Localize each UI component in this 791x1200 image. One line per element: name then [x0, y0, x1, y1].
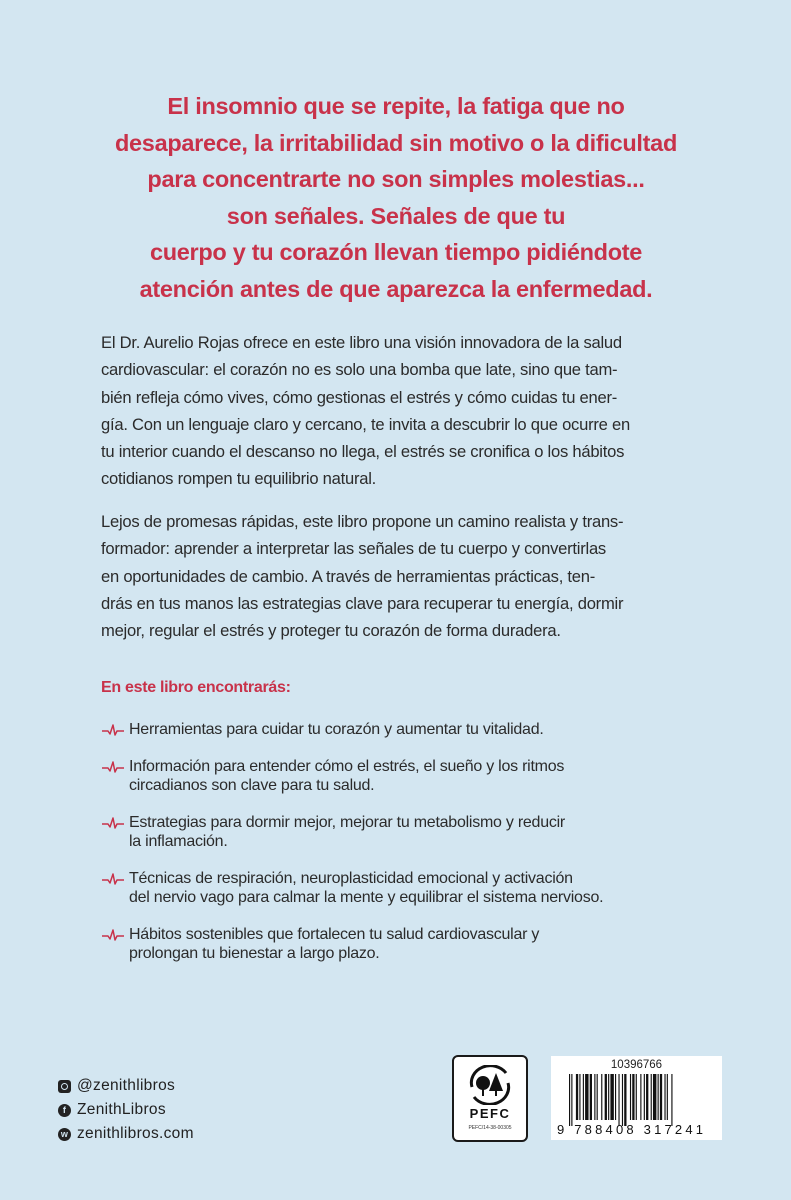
heartbeat-pulse-icon: [101, 928, 125, 942]
paragraph-line: Lejos de promesas rápidas, este libro propone un camino realista y trans-: [101, 512, 624, 531]
web-icon: w: [58, 1128, 71, 1141]
feature-item: [101, 720, 701, 740]
barcode-bar: [671, 1074, 672, 1126]
feature-item: [101, 813, 701, 852]
barcode-bar: [660, 1074, 662, 1120]
heartbeat-pulse-icon: [101, 760, 125, 774]
barcode-bar: [583, 1074, 584, 1120]
barcode-bar: [569, 1074, 570, 1126]
facebook-icon: f: [58, 1104, 71, 1117]
paragraph-line: El Dr. Aurelio Rojas ofrece en este libro una visión innovadora de la salud: [101, 333, 622, 352]
social-instagram[interactable]: [58, 1074, 194, 1098]
barcode-bar: [571, 1074, 572, 1126]
barcode-bar: [601, 1074, 602, 1120]
barcode-bar: [653, 1074, 656, 1120]
feature-text: Técnicas de respiración, neuroplasticidad emocional y activación: [129, 869, 573, 887]
paragraph-line: cotidianos rompen tu equilibrio natural.: [101, 469, 377, 489]
barcode-bar: [624, 1074, 626, 1126]
social-label[interactable]: @zenithlibros: [77, 1077, 176, 1094]
barcode-bar: [651, 1074, 652, 1120]
isbn-digits: 9 788408 317241: [557, 1122, 707, 1137]
barcode-bar: [646, 1074, 648, 1120]
lead-line: El insomnio que se repite, la fatiga que no: [167, 93, 625, 119]
lead-line: desaparece, la irritabilidad sin motivo o la dificultad: [114, 129, 678, 156]
barcode-bar: [618, 1074, 619, 1126]
barcode-bar: [630, 1074, 631, 1120]
barcode-bar: [615, 1074, 616, 1120]
barcode-bar: [590, 1074, 592, 1120]
barcode-bar: [597, 1074, 598, 1120]
feature-text: prolongan tu bienestar a largo plazo.: [129, 945, 380, 962]
pefc-trees-icon: [466, 1065, 514, 1105]
social-label[interactable]: ZenithLibros: [77, 1101, 166, 1118]
feature-text: del nervio vago para calmar la mente y equilibrar el sistema nervioso.: [129, 889, 604, 906]
barcode-bar: [622, 1074, 623, 1126]
barcode-bar: [658, 1074, 659, 1120]
paragraph-line: cardiovascular: el corazón no es solo una bomba que late, sino que tam-: [101, 360, 618, 380]
feature-item: [101, 925, 701, 964]
feature-text: circadianos son clave para tu salud.: [129, 777, 375, 794]
paragraph-line: gía. Con un lenguaje claro y cercano, te invita a descubrir lo que ocurre en: [101, 414, 630, 434]
pefc-certification-logo: [452, 1055, 528, 1142]
paragraph-line: tu interior cuando el descanso no llega, el estrés se cronifica o los hábitos: [101, 442, 625, 462]
barcode-bar: [644, 1074, 645, 1120]
paragraph-line: en oportunidades de cambio. A través de herramientas prácticas, ten-: [101, 566, 596, 586]
internal-code: 10396766: [610, 1059, 663, 1071]
paragraph-line: formador: aprender a interpretar las señales de tu cuerpo y convertirlas: [101, 539, 606, 559]
paragraph-line: bién refleja cómo vives, cómo gestionas el estrés y cómo cuidas tu ener-: [101, 387, 618, 407]
social-website[interactable]: [58, 1122, 194, 1146]
lead-line: atención antes de que aparezca la enfermedad.: [139, 275, 653, 302]
barcode-bar: [579, 1074, 580, 1120]
feature-text: Hábitos sostenibles que fortalecen tu salud cardiovascular y: [129, 925, 540, 943]
social-label[interactable]: zenithlibros.com: [77, 1125, 194, 1142]
lead-line: cuerpo y tu corazón llevan tiempo pidiéndote: [149, 239, 643, 265]
pefc-code: PEFC/14-38-00305: [468, 1125, 512, 1131]
barcode-bar: [610, 1074, 613, 1120]
description-paragraph-2: [101, 508, 691, 644]
barcode-bar: [605, 1074, 607, 1120]
barcode: [551, 1056, 722, 1140]
lead-quote: [100, 88, 692, 307]
barcode-bar: [667, 1074, 668, 1120]
paragraph-line: mejor, regular el estrés y proteger tu corazón de forma duradera.: [101, 621, 561, 641]
barcode-bar: [576, 1074, 578, 1120]
barcode-bar: [664, 1074, 665, 1120]
description-paragraph-1: [101, 329, 691, 493]
paragraph-line: drás en tus manos las estrategias clave para recuperar tu energía, dormir: [101, 593, 624, 613]
features-list: [101, 720, 701, 964]
social-facebook[interactable]: [58, 1098, 194, 1122]
barcode-bar: [640, 1074, 641, 1120]
barcode-bar: [594, 1074, 595, 1120]
instagram-icon: [58, 1080, 71, 1093]
features-title: En este libro encontrarás:: [101, 679, 291, 696]
feature-item: [101, 869, 701, 908]
feature-item: [101, 757, 701, 796]
pefc-wordmark: PEFC: [469, 1106, 511, 1121]
feature-text: Información para entender cómo el estrés, el sueño y los ritmos: [129, 757, 565, 775]
feature-text: la inflamación.: [129, 833, 228, 850]
barcode-bars: [569, 1074, 705, 1126]
heartbeat-pulse-icon: [101, 723, 125, 737]
lead-line: son señales. Señales de que tu: [226, 202, 566, 229]
feature-text: Herramientas para cuidar tu corazón y aumentar tu vitalidad.: [129, 721, 544, 738]
feature-text: Estrategias para dormir mejor, mejorar tu metabolismo y reducir: [129, 813, 565, 831]
heartbeat-pulse-icon: [101, 872, 125, 886]
social-links: [58, 1074, 194, 1146]
barcode-bar: [632, 1074, 634, 1120]
barcode-bar: [608, 1074, 609, 1120]
barcode-bar: [636, 1074, 637, 1120]
heartbeat-pulse-icon: [101, 816, 125, 830]
lead-line: para concentrarte no son simples molestias...: [147, 166, 645, 192]
barcode-bar: [585, 1074, 588, 1120]
